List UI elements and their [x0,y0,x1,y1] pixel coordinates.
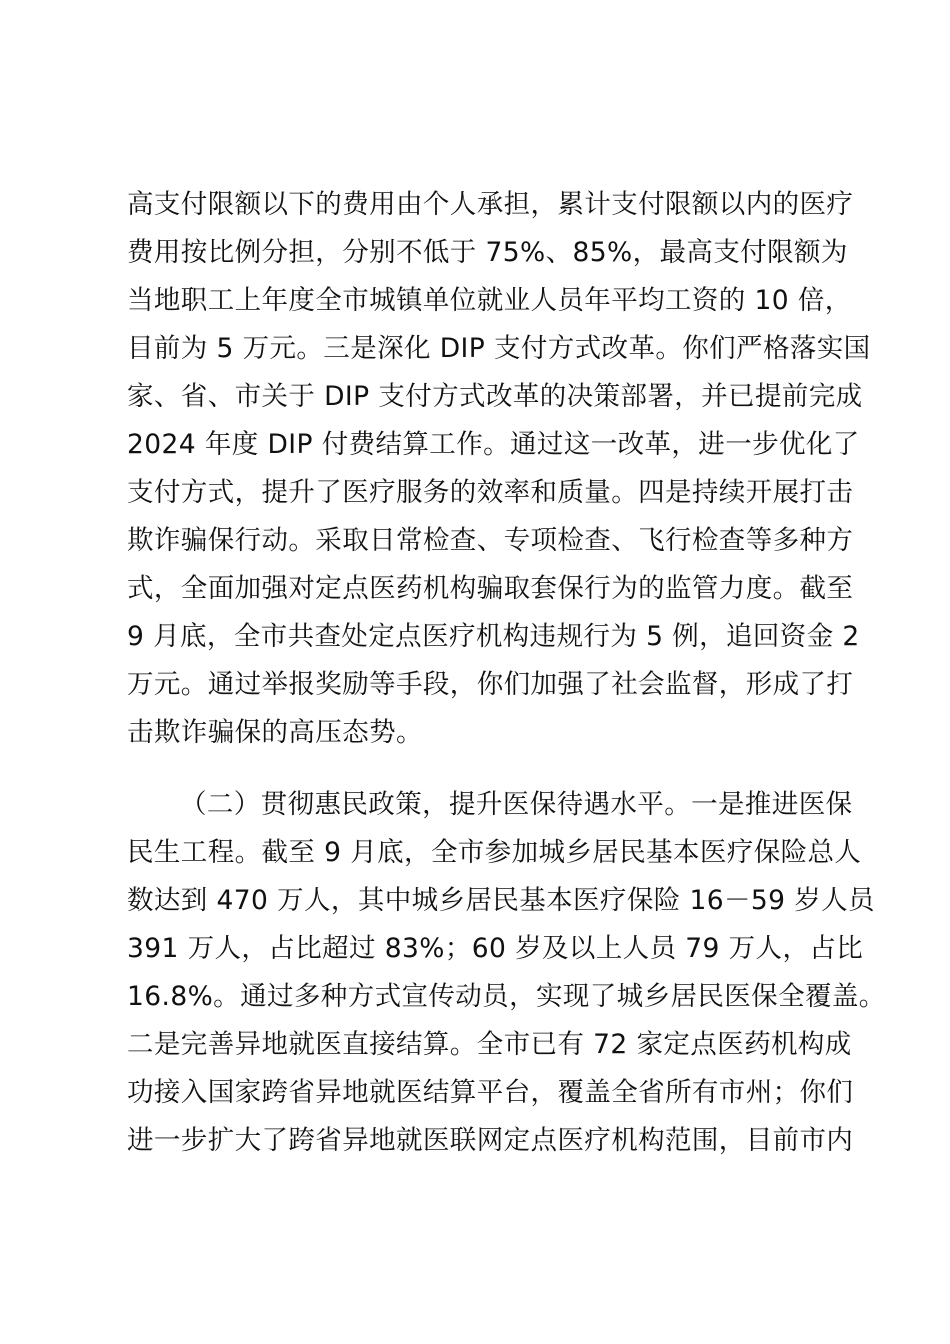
paragraph-2-line: 民生工程。截至 9 月底，全市参加城乡居民基本医疗保险总人 [127,837,862,868]
paragraph-1-line: 支付方式，提升了医疗服务的效率和质量。四是持续开展打击 [127,477,854,508]
paragraph-1-line: 2024 年度 DIP 付费结算工作。通过这一改革，进一步优化了 [127,429,860,460]
paragraph-1-line: 万元。通过举报奖励等手段，你们加强了社会监督，形成了打 [127,669,854,700]
paragraph-2-line: （二）贯彻惠民政策，提升医保待遇水平。一是推进医保 [180,789,853,820]
paragraph-1-line: 欺诈骗保行动。采取日常检查、专项检查、飞行检查等多种方 [127,525,854,556]
paragraph-1-line: 9 月底，全市共查处定点医疗机构违规行为 5 例，追回资金 2 [127,621,860,652]
paragraph-1-line: 家、省、市关于 DIP 支付方式改革的决策部署，并已提前完成 [127,381,863,412]
paragraph-2-line: 二是完善异地就医直接结算。全市已有 72 家定点医药机构成 [127,1029,852,1060]
paragraph-2-line: 16.8%。通过多种方式宣传动员，实现了城乡居民医保全覆盖。 [127,981,886,1012]
paragraph-2-line: 功接入国家跨省异地就医结算平台，覆盖全省所有市州；你们 [127,1077,854,1108]
paragraph-1-line: 式，全面加强对定点医药机构骗取套保行为的监管力度。截至 [127,573,854,604]
paragraph-2-line: 391 万人，占比超过 83%；60 岁及以上人员 79 万人，占比 [127,933,864,964]
paragraph-1 [127,181,871,757]
paragraph-2 [127,781,886,1165]
paragraph-1-line: 高支付限额以下的费用由个人承担，累计支付限额以内的医疗 [127,189,854,220]
paragraph-1-line: 当地职工上年度全市城镇单位就业人员年平均工资的 10 倍， [127,285,852,316]
paragraph-2-line: 进一步扩大了跨省异地就医联网定点医疗机构范围，目前市内 [127,1125,854,1156]
paragraph-1-line: 目前为 5 万元。三是深化 DIP 支付方式改革。你们严格落实国 [127,333,871,364]
paragraph-1-line: 击欺诈骗保的高压态势。 [127,717,423,748]
paragraph-1-line: 费用按比例分担，分别不低于 75%、85%，最高支付限额为 [127,237,848,268]
paragraph-2-line: 数达到 470 万人，其中城乡居民基本医疗保险 16－59 岁人员 [127,885,875,916]
